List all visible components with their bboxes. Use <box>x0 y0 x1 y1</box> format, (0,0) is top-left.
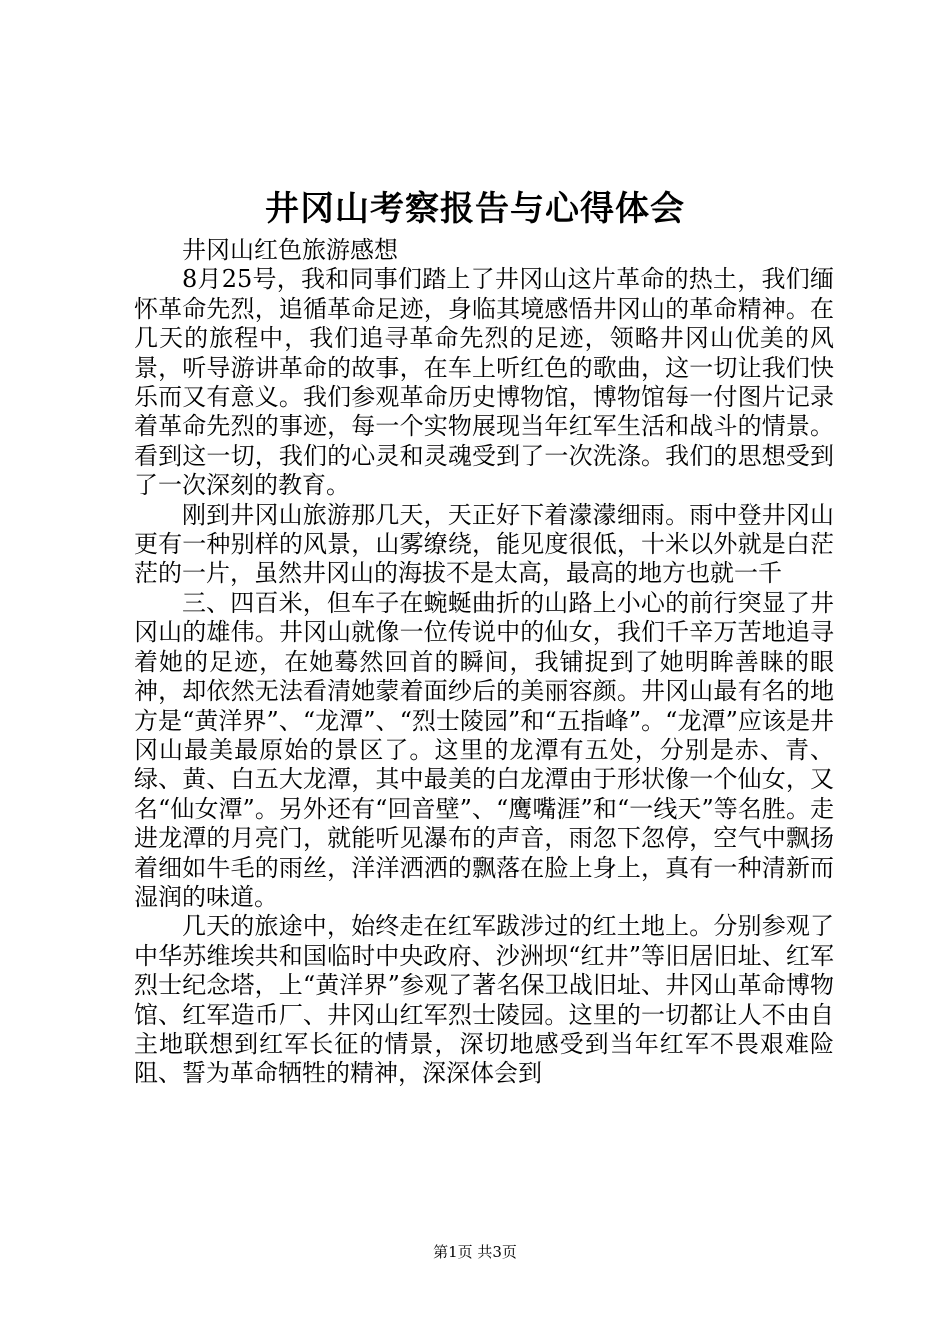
paragraph-subtitle: 井冈山红色旅游感想 <box>182 236 398 264</box>
paragraph: 几天的旅途中，始终走在红军跋涉过的红土地上。分别参观了中华苏维埃共和国临时中央政府、沙洲坝“红井”等旧居旧址、红军烈士纪念塔，上“黄洋界”参观了著名保卫战旧址、井冈山革命博物馆、红军造币厂、井冈山红军烈士陵园。这里的一切都让人不由自主地联想到红军长征的情景，深切地感受到当年红军不畏艰难险阻、誓为革命牺牲的精神，深深体会到 <box>134 912 834 1088</box>
document-body <box>134 236 834 1089</box>
paragraph: 8月25号，我和同事们踏上了井冈山这片革命的热土，我们缅怀革命先烈，追循革命足迹，身临其境感悟井冈山的革命精神。在几天的旅程中，我们追寻革命先烈的足迹，领略井冈山优美的风景，听导游讲革命的故事，在车上听红色的歌曲，这一切让我们快乐而又有意义。我们参观革命历史博物馆，博物馆每一付图片记录着革命先烈的事迹，每一个实物展现当年红军生活和战斗的情景。看到这一切，我们的心灵和灵魂受到了一次洗涤。我们的思想受到了一次深刻的教育。 <box>134 265 834 500</box>
paragraph: 刚到井冈山旅游那几天，天正好下着濛濛细雨。雨中登井冈山更有一种别样的风景，山雾缭绕，能见度很低，十米以外就是白茫茫的一片，虽然井冈山的海拔不是太高，最高的地方也就一千 <box>134 500 834 588</box>
document-title: 井冈山考察报告与心得体会 <box>265 189 685 229</box>
paragraph: 三、四百米，但车子在蜿蜒曲折的山路上小心的前行突显了井冈山的雄伟。井冈山就像一位传说中的仙女，我们千辛万苦地追寻着她的足迹，在她蓦然回首的瞬间，我铺捉到了她明眸善睐的眼神，却依然无法看清她蒙着面纱后的美丽容颜。井冈山最有名的地方是“黄洋界”、“龙潭”、“烈士陵园”和“五指峰”。“龙潭”应该是井冈山最美最原始的景区了。这里的龙潭有五处，分别是赤、青、绿、黄、白五大龙潭，其中最美的白龙潭由于形状像一个仙女，又名“仙女潭”。另外还有“回音壁”、“鹰嘴涯”和“一线天”等名胜。走进龙潭的月亮门，就能听见瀑布的声音，雨忽下忽停，空气中飘扬着细如牛毛的雨丝，洋洋洒洒的飘落在脸上身上，真有一种清新而湿润的味道。 <box>134 588 834 911</box>
page-number-footer: 第1页 共3页 <box>433 1243 517 1261</box>
